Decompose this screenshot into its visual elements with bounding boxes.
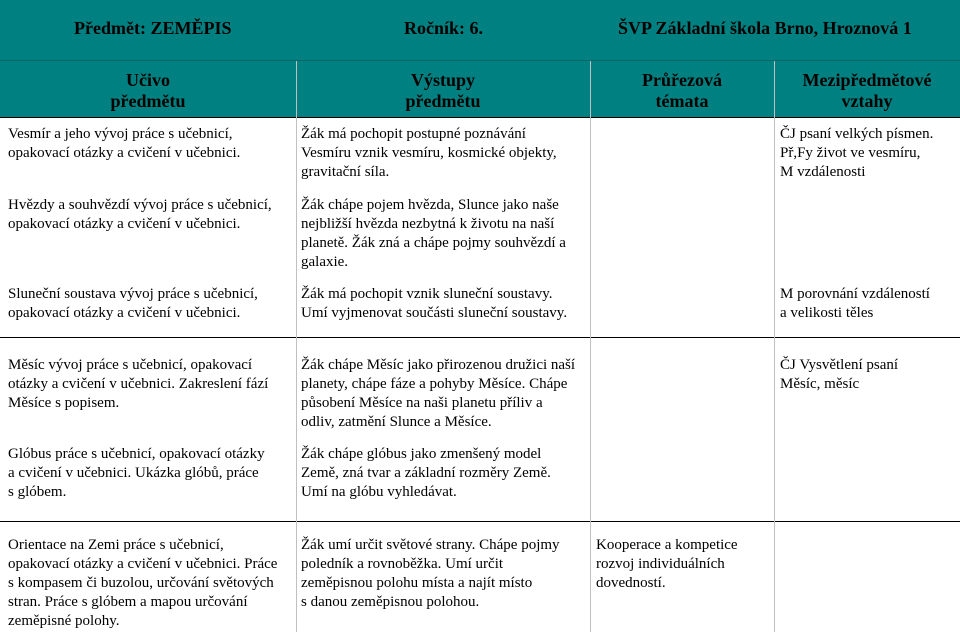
grade-title: Ročník: 6. <box>404 18 484 38</box>
vystupy-cell: Žák chápe pojem hvězda, Slunce jako naše nejbližší hvězda nezbytná k životu na naší planetě. Žák zná a chápe pojmy souhvězdí a galaxie. <box>301 197 566 270</box>
divider-row-group-1 <box>0 337 960 338</box>
divider-title <box>0 60 960 61</box>
vztahy-cell: ČJ Vysvětlení psaní Měsíc, měsíc <box>780 357 899 392</box>
temata-cell: Kooperace a kompetice rozvoj individuálních dovedností. <box>596 537 738 591</box>
column-header-vystupy: Výstupy předmětu <box>405 70 481 111</box>
ucivo-cell: Orientace na Zemi práce s učebnicí, opakovací otázky a cvičení v učebnici. Práce s kompasem či buzolou, určování světových stran. Práce s glóbem a mapou určování zeměpisné polohy. <box>8 537 278 629</box>
vystupy-cell: Žák má pochopit postupné poznávání Vesmíru vznik vesmíru, kosmické objekty, gravitační síla. <box>301 126 557 180</box>
divider-header <box>0 117 960 118</box>
column-header-temata: Průřezová témata <box>642 70 722 111</box>
vystupy-cell: Žák chápe Měsíc jako přirozenou družici naší planety, chápe fáze a pohyby Měsíce. Chápe působení Měsíce na naši planetu příliv a odliv, zatmění Slunce a Měsíce. <box>301 357 576 430</box>
ucivo-cell: Sluneční soustava vývoj práce s učebnicí, opakovací otázky a cvičení v učebnici. <box>8 286 258 321</box>
vystupy-cell: Žák chápe glóbus jako zmenšený model Země, zná tvar a základní rozměry Země. Umí na glóbu vyhledávat. <box>301 446 551 500</box>
subject-title: Předmět: ZEMĚPIS <box>74 18 232 38</box>
ucivo-cell: Vesmír a jeho vývoj práce s učebnicí, opakovací otázky a cvičení v učebnici. <box>8 126 241 161</box>
ucivo-cell: Glóbus práce s učebnicí, opakovací otázky a cvičení v učebnici. Ukázka glóbů, práce s glóbem. <box>8 446 265 500</box>
ucivo-cell: Měsíc vývoj práce s učebnicí, opakovací otázky a cvičení v učebnici. Zakreslení fází Měsíce s popisem. <box>8 357 269 411</box>
ucivo-cell: Hvězdy a souhvězdí vývoj práce s učebnicí, opakovací otázky a cvičení v učebnici. <box>8 197 272 232</box>
divider-row-group-2 <box>0 521 960 522</box>
vztahy-cell: ČJ psaní velkých písmen. Př,Fy život ve vesmíru, M vzdálenosti <box>780 126 934 180</box>
column-header-vztahy: Mezipředmětové vztahy <box>802 70 932 111</box>
vztahy-cell: M porovnání vzdáleností a velikosti těles <box>780 286 930 321</box>
column-header-ucivo: Učivo předmětu <box>110 70 186 111</box>
school-title: ŠVP Základní škola Brno, Hroznová 1 <box>618 18 912 38</box>
vystupy-cell: Žák umí určit světové strany. Chápe pojmy poledník a rovnoběžka. Umí určit zeměpisnou polohu místa a najít místo s danou zeměpisnou polohou. <box>301 537 560 610</box>
vystupy-cell: Žák má pochopit vznik sluneční soustavy. Umí vyjmenovat součásti sluneční soustavy. <box>301 286 568 321</box>
